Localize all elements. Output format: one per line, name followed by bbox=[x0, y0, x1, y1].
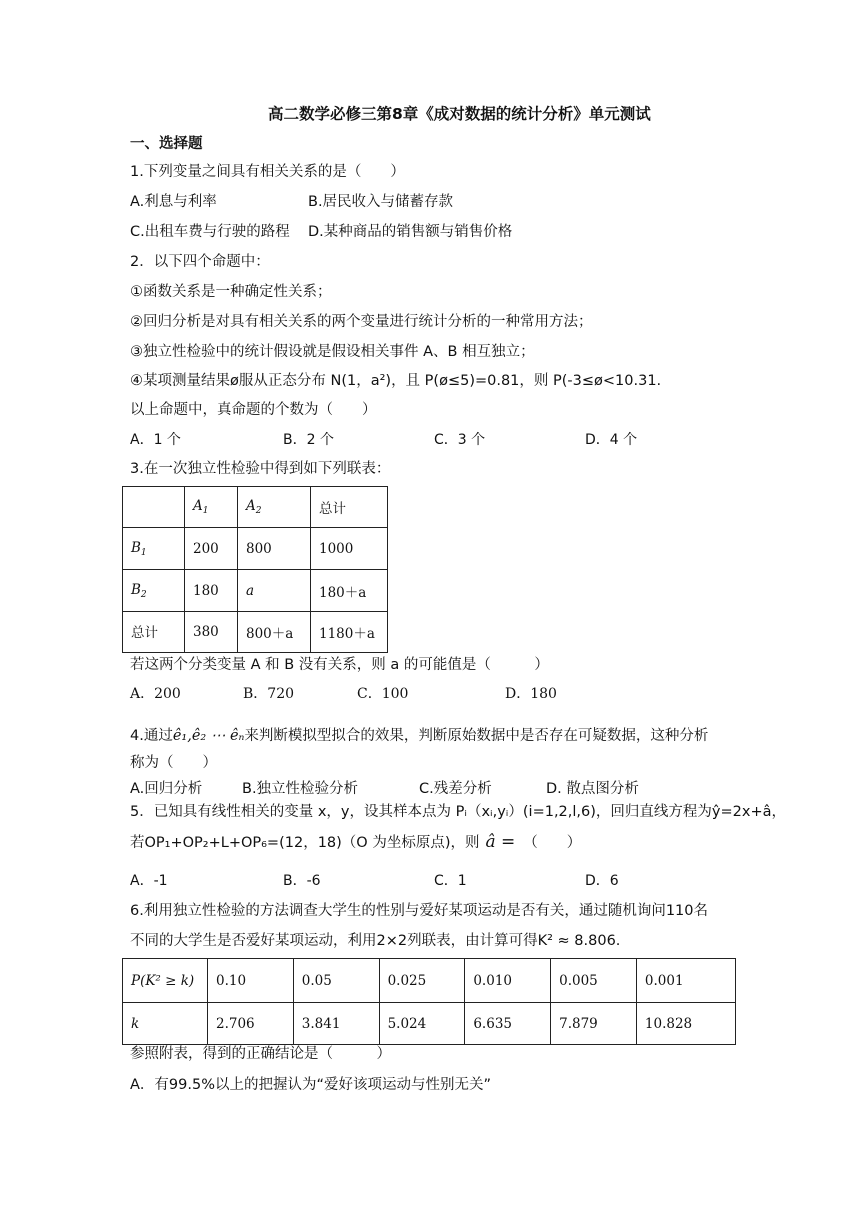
q3-stem: 3.在一次独立性检验中得到如下列联表： bbox=[130, 461, 391, 477]
table-cell: 0.05 bbox=[293, 959, 379, 1003]
table-row bbox=[123, 959, 736, 1003]
table-cell: 0.001 bbox=[636, 959, 735, 1003]
table-row-label: k bbox=[123, 1003, 208, 1045]
table-cell: 2.706 bbox=[208, 1003, 294, 1045]
table-header-cell bbox=[123, 487, 185, 528]
page-title: 高二数学必修三第8章《成对数据的统计分析》单元测试 bbox=[268, 105, 651, 123]
q3-option-d: D．180 bbox=[505, 686, 557, 702]
q3-question: 若这两个分类变量 A 和 B 没有关系，则 a 的可能值是（ ） bbox=[130, 657, 549, 673]
table-cell: 180＋a bbox=[311, 570, 388, 612]
a-hat-symbol: â = bbox=[485, 832, 516, 852]
q4-option-b: B.独立性检验分析 bbox=[242, 781, 359, 797]
q1-stem: 1.下列变量之间具有相关关系的是（ ） bbox=[130, 164, 405, 180]
table-header-cell: 总计 bbox=[311, 487, 388, 528]
q2-question: 以上命题中，真命题的个数为（ ） bbox=[130, 402, 377, 418]
table-cell: 380 bbox=[185, 612, 238, 653]
table-row-label: P(K² ≥ k) bbox=[123, 959, 208, 1003]
q4-option-a: A.回归分析 bbox=[130, 781, 203, 797]
table-row-label: $B_1$ bbox=[123, 528, 185, 570]
q1-option-a: A.利息与利率 bbox=[130, 194, 217, 210]
q5-stem: 5．已知具有线性相关的变量 x，y，设其样本点为 Pᵢ（xᵢ,yᵢ）(i=1,2,l,6)，回归直线方程为ŷ=2x+â， bbox=[130, 804, 786, 820]
q5-option-c: C．1 bbox=[434, 873, 467, 889]
q2-option-c: C．3 个 bbox=[434, 432, 486, 448]
q4-stem-line2: 称为（ ） bbox=[130, 755, 217, 771]
table-row-label: $B_2$ bbox=[123, 570, 185, 612]
q6-question: 参照附表，得到的正确结论是（ ） bbox=[130, 1046, 391, 1062]
table-row bbox=[123, 612, 388, 653]
table-cell: 180 bbox=[185, 570, 238, 612]
table-row bbox=[123, 570, 388, 612]
q2-option-a: A．1 个 bbox=[130, 432, 181, 448]
q5-option-d: D．6 bbox=[585, 873, 619, 889]
q2-statement-4: ④某项测量结果ø服从正态分布 N(1，a²)，且 P(ø≤5)=0.81，则 P(-3≤ø<10.31. bbox=[130, 373, 662, 389]
table-row bbox=[123, 528, 388, 570]
q2-option-b: B．2 个 bbox=[283, 432, 334, 448]
residual-vectors: ê₁,ê₂ ⋯ êₙ bbox=[172, 728, 245, 744]
section-heading: 一、选择题 bbox=[130, 136, 203, 152]
table-cell: a bbox=[238, 570, 311, 612]
table-cell: 10.828 bbox=[636, 1003, 735, 1045]
q3-option-a: A．200 bbox=[130, 686, 181, 702]
critical-value-table bbox=[122, 958, 736, 1045]
table-cell: 7.879 bbox=[551, 1003, 637, 1045]
table-cell: 800 bbox=[238, 528, 311, 570]
table-cell: 3.841 bbox=[293, 1003, 379, 1045]
q5-option-a: A．-1 bbox=[130, 873, 168, 889]
q1-option-b: B.居民收入与储蓄存款 bbox=[308, 194, 454, 210]
table-cell: 0.10 bbox=[208, 959, 294, 1003]
q5-stem-line2: 若OP₁+OP₂+L+OP₆=(12，18)（O 为坐标原点)，则 â = （ ） bbox=[130, 832, 582, 852]
q2-statement-1: ①函数关系是一种确定性关系； bbox=[130, 284, 332, 300]
q4-option-c: C.残差分析 bbox=[419, 781, 492, 797]
table-row bbox=[123, 1003, 736, 1045]
table-cell: 0.010 bbox=[465, 959, 551, 1003]
table-header-cell: $A_2$ bbox=[238, 487, 311, 528]
table-row-label: 总计 bbox=[123, 612, 185, 653]
q6-option-a: A．有99.5%以上的把握认为“爱好该项运动与性别无关” bbox=[130, 1077, 492, 1093]
q6-stem-line2: 不同的大学生是否爱好某项运动，利用2×2列联表，由计算可得K² ≈ 8.806. bbox=[130, 933, 621, 949]
q2-option-d: D．4 个 bbox=[585, 432, 638, 448]
q3-option-c: C．100 bbox=[357, 686, 409, 702]
table-cell: 6.635 bbox=[465, 1003, 551, 1045]
contingency-table bbox=[122, 486, 388, 653]
table-cell: 1180＋a bbox=[311, 612, 388, 653]
q2-stem: 2．以下四个命题中： bbox=[130, 254, 270, 270]
q1-option-d: D.某种商品的销售额与销售价格 bbox=[308, 224, 513, 240]
q3-option-b: B．720 bbox=[243, 686, 295, 702]
q4-stem: 4.通过ê₁,ê₂ ⋯ êₙ来判断模拟型拟合的效果，判断原始数据中是否存在可疑数据，这种分析 bbox=[130, 728, 709, 744]
q4-option-d: D. 散点图分析 bbox=[546, 781, 639, 797]
table-cell: 200 bbox=[185, 528, 238, 570]
table-header-cell: $A_1$ bbox=[185, 487, 238, 528]
table-cell: 0.025 bbox=[379, 959, 465, 1003]
table-cell: 800＋a bbox=[238, 612, 311, 653]
q1-option-c: C.出租车费与行驶的路程 bbox=[130, 224, 290, 240]
q2-statement-3: ③独立性检验中的统计假设就是假设相关事件 A、B 相互独立； bbox=[130, 344, 535, 360]
table-cell: 0.005 bbox=[551, 959, 637, 1003]
table-cell: 5.024 bbox=[379, 1003, 465, 1045]
table-cell: 1000 bbox=[311, 528, 388, 570]
q2-statement-2: ②回归分析是对具有相关关系的两个变量进行统计分析的一种常用方法； bbox=[130, 314, 593, 330]
q6-stem: 6.利用独立性检验的方法调查大学生的性别与爱好某项运动是否有关，通过随机询问110名 bbox=[130, 903, 709, 919]
q5-option-b: B．-6 bbox=[283, 873, 321, 889]
